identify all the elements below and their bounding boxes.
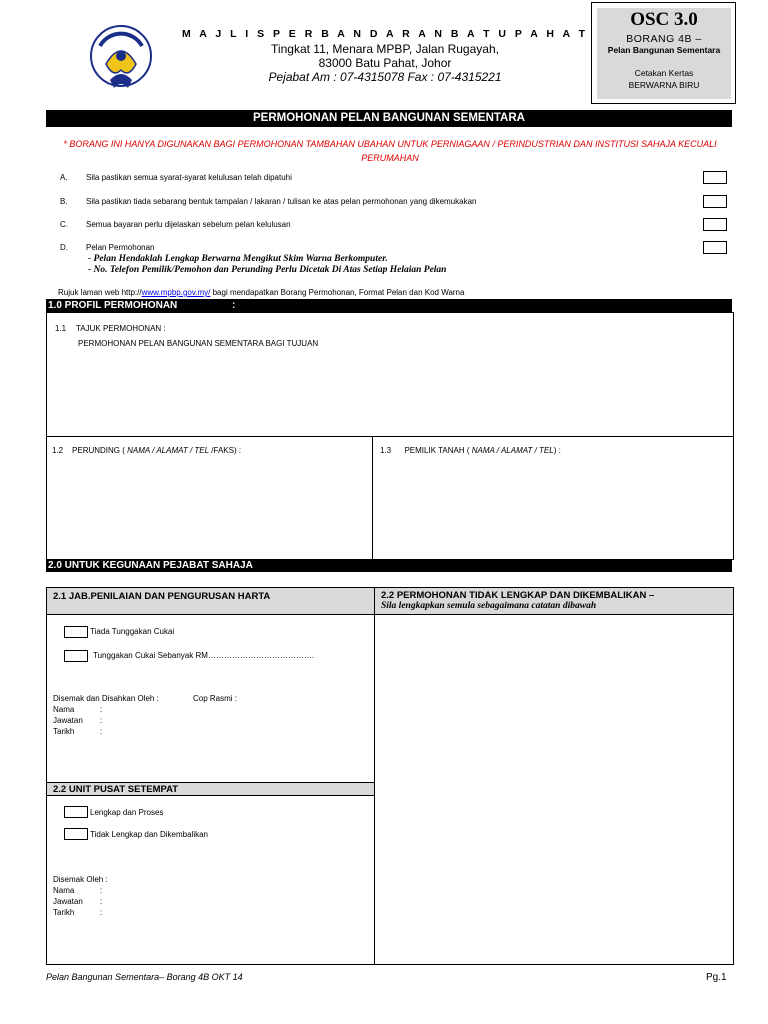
lengkap-checkbox[interactable] xyxy=(64,806,88,818)
reference-prefix: Rujuk laman web http:// xyxy=(58,288,142,297)
disemak-oleh-label: Disemak Oleh : xyxy=(53,875,108,884)
nama-colon-2: : xyxy=(100,886,103,895)
osc-paper-note-2: BERWARNA BIRU xyxy=(628,80,700,90)
pemilik-label-end: ) : xyxy=(553,446,561,455)
tarikh-label-1: Tarikh xyxy=(53,727,75,736)
reference-suffix: bagi mendapatkan Borang Permohonan, Format Pelan dan Kod Warna xyxy=(210,288,465,297)
contact-line: Pejabat Am : 07-4315078 Fax : 07-4315221 xyxy=(268,70,502,84)
section-1-title: 1.0 PROFIL PERMOHONAN xyxy=(48,300,178,311)
perunding-field[interactable] xyxy=(52,446,241,455)
item-b-text: Sila pastikan tiada sebarang bentuk tampalan / lakaran / tulisan ke atas pelan permohonan yang dikemukakan xyxy=(86,197,477,206)
jawatan-colon-2: : xyxy=(100,897,103,906)
item-d-text: Pelan Permohonan xyxy=(86,243,155,252)
jab-penilaian-header: 2.1 JAB.PENILAIAN DAN PENGURUSAN HARTA xyxy=(46,587,375,615)
pemilik-detail: NAMA / ALAMAT / TEL xyxy=(469,446,554,455)
website-link[interactable]: www.mpbp.gov.my/ xyxy=(141,288,211,297)
tunggakan-checkbox[interactable] xyxy=(64,650,88,662)
perunding-label: PERUNDING ( xyxy=(72,446,125,455)
item-d-letter: D. xyxy=(60,243,68,252)
item-d-note-2: - No. Telefon Pemilik/Pemohon dan Perunding Perlu Dicetak Di Atas Setiap Helaian Pelan xyxy=(88,265,447,275)
item-d-checkbox[interactable] xyxy=(703,241,727,254)
item-a-checkbox[interactable] xyxy=(703,171,727,184)
perunding-detail: NAMA / ALAMAT / TEL xyxy=(124,446,210,455)
tarikh-colon-2: : xyxy=(100,908,103,917)
item-c-checkbox[interactable] xyxy=(703,218,727,231)
nama-label-2: Nama xyxy=(53,886,75,895)
item-c-letter: C. xyxy=(60,220,68,229)
tajuk-value: PERMOHONAN PELAN BANGUNAN SEMENTARA BAGI TUJUAN xyxy=(78,339,319,348)
office-column-divider xyxy=(374,587,375,965)
tajuk-label: TAJUK PERMOHONAN : xyxy=(76,324,166,333)
tidak-lengkap-label: Tidak Lengkap dan Dikembalikan xyxy=(90,830,208,839)
tajuk-number: 1.1 xyxy=(55,324,67,333)
tidak-lengkap-checkbox[interactable] xyxy=(64,828,88,840)
item-a-text: Sila pastikan semua syarat-syarat kelulusan telah dipatuhi xyxy=(86,173,292,182)
tarikh-label-2: Tarikh xyxy=(53,908,75,917)
item-d-note-1: - Pelan Hendaklah Lengkap Berwarna Mengikut Skim Warna Berkomputer. xyxy=(88,254,388,264)
perunding-label-end: /FAKS) : xyxy=(209,446,242,455)
osc-form-subtitle: Pelan Bangunan Sementara xyxy=(607,45,721,55)
pemilik-number: 1.3 xyxy=(380,446,392,455)
jawatan-label-2: Jawatan xyxy=(53,897,83,906)
disemak-disahkan-label: Disemak dan Disahkan Oleh : xyxy=(53,694,159,703)
section-1-bar xyxy=(46,299,732,312)
council-name: M A J L I S P E R B A N D A R A N B A T U P A H A T xyxy=(182,28,588,40)
tiada-tunggakan-checkbox[interactable] xyxy=(64,626,88,638)
footer-form-name: Pelan Bangunan Sementara– Borang 4B OKT 14 xyxy=(46,972,243,982)
form-title: PERMOHONAN PELAN BANGUNAN SEMENTARA xyxy=(46,110,732,127)
address-line-2: 83000 Batu Pahat, Johor xyxy=(318,56,452,70)
nama-label-1: Nama xyxy=(53,705,75,714)
reference-line xyxy=(58,288,464,297)
section-2-bar: 2.0 UNTUK KEGUNAAN PEJABAT SAHAJA xyxy=(46,559,732,572)
pemilik-label: PEMILIK TANAH ( xyxy=(404,446,470,455)
office-use-box xyxy=(46,587,734,965)
tiada-tunggakan-label: Tiada Tunggakan Cukai xyxy=(90,627,175,636)
osc-paper-note-1: Cetakan Kertas xyxy=(634,68,694,78)
jawatan-label-1: Jawatan xyxy=(53,716,83,725)
mpbp-logo xyxy=(86,20,156,98)
unit-pusat-setempat-header: 2.2 UNIT PUSAT SETEMPAT xyxy=(46,782,375,796)
tarikh-colon-1: : xyxy=(100,727,103,736)
cop-rasmi-label: Cop Rasmi : xyxy=(193,694,238,703)
section-1-colon: : xyxy=(232,300,236,311)
tunggakan-label: Tunggakan Cukai Sebanyak RM…………………………………. xyxy=(93,651,315,660)
item-a-letter: A. xyxy=(60,173,68,182)
perunding-number: 1.2 xyxy=(52,446,64,455)
address-line-1: Tingkat 11, Menara MPBP, Jalan Rugayah, xyxy=(271,42,499,56)
osc-title: OSC 3.0 xyxy=(630,9,698,30)
nama-colon-1: : xyxy=(100,705,103,714)
item-c-text: Semua bayaran perlu dijelaskan sebelum pelan kelulusan xyxy=(86,220,291,229)
osc-form-number: BORANG 4B – xyxy=(626,33,702,45)
item-b-letter: B. xyxy=(60,197,68,206)
usage-notice: * BORANG INI HANYA DIGUNAKAN BAGI PERMOHONAN TAMBAHAN UBAHAN UNTUK PERNIAGAAN / PERINDUSTRIAN DAN INSTITUSI SAHAJA KECUALI PERUMAHAN xyxy=(63,139,717,163)
page-number: Pg.1 xyxy=(706,972,727,983)
tidak-lengkap-title: 2.2 PERMOHONAN TIDAK LENGKAP DAN DIKEMBALIKAN – xyxy=(381,590,655,601)
column-divider xyxy=(372,436,373,560)
tidak-lengkap-subtitle: Sila lengkapkan semula sebagaimana catatan dibawah xyxy=(381,601,597,611)
tidak-lengkap-header xyxy=(374,587,734,615)
item-b-checkbox[interactable] xyxy=(703,195,727,208)
lengkap-label: Lengkap dan Proses xyxy=(90,808,164,817)
pemilik-field[interactable] xyxy=(380,446,561,455)
jawatan-colon-1: : xyxy=(100,716,103,725)
